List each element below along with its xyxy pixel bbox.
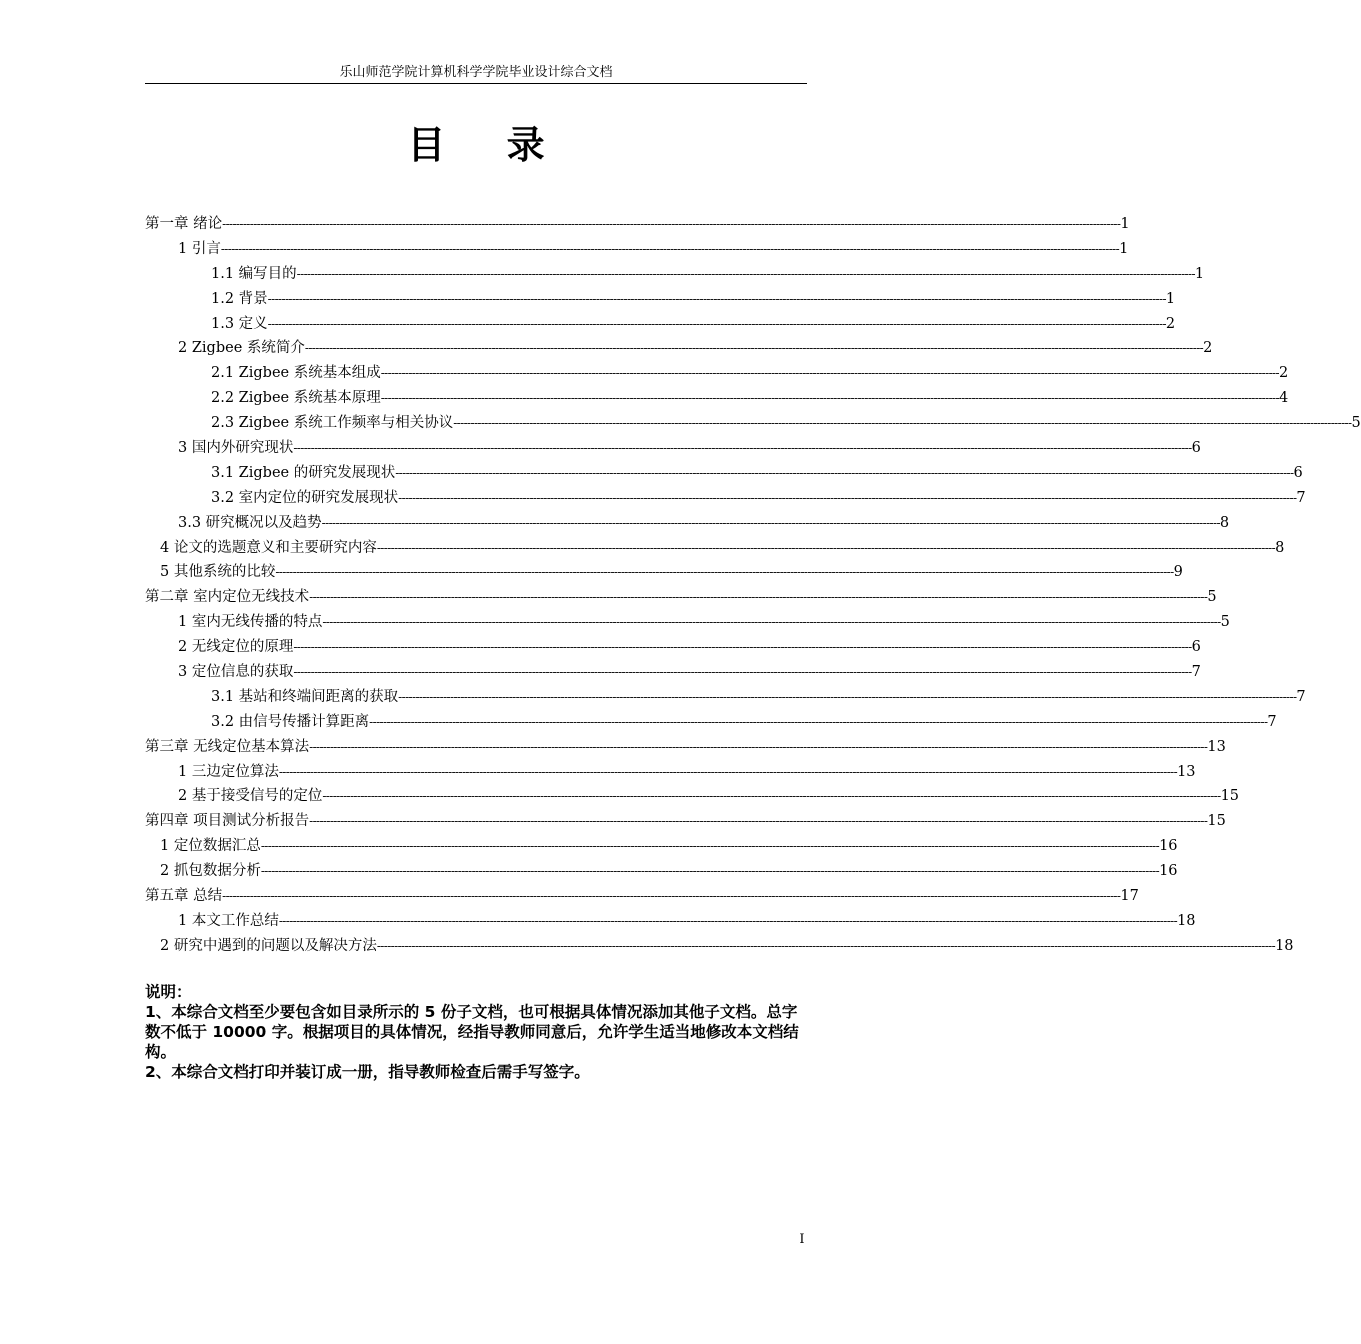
toc-leader-dashes: --------------------------------------------------------------------------------------------------------------------------------------------------------------------------------------------------------------------------------------------------------------------	[380, 366, 1279, 381]
toc-entry[interactable]	[145, 461, 1303, 486]
toc-entry[interactable]	[145, 934, 1294, 959]
toc-entry-label: 第五章 总结	[145, 888, 223, 905]
toc-entry[interactable]	[145, 312, 1176, 337]
toc-entry-page: 8	[1275, 539, 1285, 556]
toc-entry[interactable]	[145, 411, 1361, 436]
toc-entry-page: 17	[1120, 888, 1139, 905]
toc-entry[interactable]	[145, 610, 1230, 635]
toc-entry-label: 3 定位信息的获取	[178, 664, 294, 681]
toc-entry-label: 2 基于接受信号的定位	[178, 788, 323, 805]
toc-entry-page: 1	[1194, 265, 1205, 282]
toc-entry[interactable]	[145, 212, 1130, 237]
toc-leader-dashes: --------------------------------------------------------------------------------------------------------------------------------------------------------------------------------------------------------------------------------------------------------------------	[376, 540, 1276, 555]
toc-entry-label: 3.1 Zigbee 的研究发展现状	[211, 464, 396, 481]
toc-entry-label: 2.2 Zigbee 系统基本原理	[211, 390, 381, 407]
toc-entry-label: 1 三边定位算法	[178, 763, 279, 780]
toc-entry-page: 5	[1220, 614, 1230, 631]
notes-heading: 说明：	[145, 983, 192, 1001]
table-of-contents	[145, 212, 1361, 959]
toc-entry-page: 13	[1177, 763, 1196, 780]
toc-entry-page: 6	[1191, 639, 1201, 656]
toc-entry-page: 7	[1296, 688, 1306, 705]
toc-entry[interactable]	[145, 685, 1306, 710]
toc-entry-page: 7	[1267, 713, 1277, 730]
toc-leader-dashes: --------------------------------------------------------------------------------------------------------------------------------------------------------------------------------------------------------------------------------------------------------------------	[321, 515, 1220, 530]
toc-entry[interactable]	[145, 336, 1213, 361]
toc-leader-dashes: --------------------------------------------------------------------------------------------------------------------------------------------------------------------------------------------------------------------------------------------------------------------	[309, 739, 1208, 754]
toc-entry[interactable]	[145, 287, 1176, 312]
toc-entry-label: 2 研究中遇到的问题以及解决方法	[160, 937, 377, 954]
toc-entry-page: 1	[1119, 240, 1129, 257]
toc-entry[interactable]	[145, 386, 1289, 411]
page-title: 目 录	[407, 122, 569, 167]
toc-entry[interactable]	[145, 710, 1277, 735]
toc-leader-dashes: --------------------------------------------------------------------------------------------------------------------------------------------------------------------------------------------------------------------------------------------------------------------	[260, 864, 1160, 879]
notes-item-2: 2、本综合文档打印并装订成一册，指导教师检查后需手写签字。	[145, 1063, 590, 1081]
toc-entry-label: 2 抓包数据分析	[160, 863, 261, 880]
toc-entry-label: 3 国内外研究现状	[178, 440, 294, 457]
toc-entry-page: 4	[1278, 390, 1289, 407]
toc-entry-label: 3.2 室内定位的研究发展现状	[211, 489, 399, 506]
toc-entry-page: 6	[1191, 440, 1201, 457]
toc-leader-dashes: --------------------------------------------------------------------------------------------------------------------------------------------------------------------------------------------------------------------------------------------------------------------	[322, 615, 1221, 630]
toc-leader-dashes: --------------------------------------------------------------------------------------------------------------------------------------------------------------------------------------------------------------------------------------------------------------------	[222, 889, 1121, 904]
toc-entry[interactable]	[145, 884, 1139, 909]
toc-entry[interactable]	[145, 511, 1230, 536]
toc-entry-page: 1	[1120, 216, 1130, 232]
toc-entry-page: 18	[1275, 937, 1294, 954]
toc-entry-page: 13	[1207, 738, 1226, 755]
toc-leader-dashes: --------------------------------------------------------------------------------------------------------------------------------------------------------------------------------------------------------------------------------------------------------------------	[267, 316, 1166, 331]
notes-item-1: 1、本综合文档至少要包含如目录所示的 5 份子文档，也可根据具体情况添加其他子文档。总字数不低于 10000 字。根据项目的具体情况，经指导教师同意后，允许学生适当地修改本文档结构。	[145, 1003, 799, 1061]
toc-entry-label: 2.1 Zigbee 系统基本组成	[211, 365, 381, 382]
toc-entry-label: 1.2 背景	[211, 290, 268, 307]
toc-entry-page: 18	[1177, 912, 1196, 929]
toc-entry[interactable]	[145, 909, 1196, 934]
toc-entry-label: 5 其他系统的比较	[160, 564, 276, 581]
toc-leader-dashes: --------------------------------------------------------------------------------------------------------------------------------------------------------------------------------------------------------------------------------------------------------------------	[398, 490, 1297, 505]
toc-leader-dashes: --------------------------------------------------------------------------------------------------------------------------------------------------------------------------------------------------------------------------------------------------------------------	[293, 640, 1192, 655]
toc-entry[interactable]	[145, 361, 1289, 386]
toc-entry-page: 2	[1278, 365, 1289, 382]
toc-leader-dashes: --------------------------------------------------------------------------------------------------------------------------------------------------------------------------------------------------------------------------------------------------------------------	[260, 839, 1160, 854]
toc-entry[interactable]	[145, 760, 1196, 785]
toc-entry[interactable]	[145, 585, 1217, 610]
toc-entry[interactable]	[145, 660, 1201, 685]
notes	[145, 982, 809, 1082]
toc-entry-label: 2 Zigbee 系统简介	[178, 340, 305, 357]
toc-entry-page: 7	[1191, 664, 1201, 681]
toc-entry[interactable]	[145, 834, 1178, 859]
toc-entry-label: 1 定位数据汇总	[160, 838, 261, 855]
toc-entry-label: 第一章 绪论	[145, 216, 223, 232]
toc-entry-label: 3.3 研究概况以及趋势	[178, 514, 322, 531]
toc-entry-page: 16	[1159, 838, 1178, 855]
toc-leader-dashes: --------------------------------------------------------------------------------------------------------------------------------------------------------------------------------------------------------------------------------------------------------------------	[304, 341, 1204, 356]
running-header: 乐山师范学院计算机科学学院毕业设计综合文档	[339, 65, 613, 80]
toc-entry[interactable]	[145, 436, 1201, 461]
toc-entry-page: 5	[1207, 589, 1217, 606]
toc-leader-dashes: --------------------------------------------------------------------------------------------------------------------------------------------------------------------------------------------------------------------------------------------------------------------	[376, 938, 1276, 953]
toc-entry-page: 15	[1207, 813, 1226, 830]
toc-leader-dashes: --------------------------------------------------------------------------------------------------------------------------------------------------------------------------------------------------------------------------------------------------------------------	[296, 266, 1195, 281]
toc-entry[interactable]	[145, 735, 1226, 760]
toc-entry[interactable]	[145, 560, 1183, 585]
toc-entry-label: 第四章 项目测试分析报告	[145, 813, 310, 830]
toc-entry-page: 1	[1165, 290, 1176, 307]
toc-leader-dashes: --------------------------------------------------------------------------------------------------------------------------------------------------------------------------------------------------------------------------------------------------------------------	[220, 241, 1120, 256]
toc-entry-page: 7	[1296, 489, 1306, 506]
toc-entry-label: 1.3 定义	[211, 315, 268, 332]
toc-entry-label: 1 引言	[178, 240, 221, 257]
toc-leader-dashes: --------------------------------------------------------------------------------------------------------------------------------------------------------------------------------------------------------------------------------------------------------------------	[369, 714, 1268, 729]
toc-entry-label: 4 论文的选题意义和主要研究内容	[160, 539, 377, 556]
toc-leader-dashes: --------------------------------------------------------------------------------------------------------------------------------------------------------------------------------------------------------------------------------------------------------------------	[222, 217, 1121, 231]
toc-leader-dashes: --------------------------------------------------------------------------------------------------------------------------------------------------------------------------------------------------------------------------------------------------------------------	[278, 913, 1178, 928]
toc-leader-dashes: --------------------------------------------------------------------------------------------------------------------------------------------------------------------------------------------------------------------------------------------------------------------	[395, 465, 1294, 480]
toc-entry-label: 第三章 无线定位基本算法	[145, 738, 310, 755]
toc-entry-page: 5	[1351, 415, 1361, 432]
toc-entry-page: 15	[1220, 788, 1240, 805]
toc-leader-dashes: --------------------------------------------------------------------------------------------------------------------------------------------------------------------------------------------------------------------------------------------------------------------	[398, 689, 1297, 704]
toc-leader-dashes: --------------------------------------------------------------------------------------------------------------------------------------------------------------------------------------------------------------------------------------------------------------------	[309, 590, 1208, 605]
toc-entry-label: 1.1 编写目的	[211, 265, 297, 282]
toc-entry-page: 9	[1173, 564, 1183, 581]
toc-entry[interactable]	[145, 536, 1285, 561]
toc-leader-dashes: --------------------------------------------------------------------------------------------------------------------------------------------------------------------------------------------------------------------------------------------------------------------	[322, 789, 1221, 804]
toc-leader-dashes: --------------------------------------------------------------------------------------------------------------------------------------------------------------------------------------------------------------------------------------------------------------------	[278, 764, 1178, 779]
toc-entry-page: 6	[1293, 464, 1303, 481]
header-rule	[145, 83, 807, 84]
toc-leader-dashes: --------------------------------------------------------------------------------------------------------------------------------------------------------------------------------------------------------------------------------------------------------------------	[293, 665, 1192, 680]
toc-entry-label: 2 无线定位的原理	[178, 639, 294, 656]
toc-entry-label: 3.1 基站和终端间距离的获取	[211, 688, 399, 705]
toc-entry-page: 2	[1165, 315, 1176, 332]
toc-leader-dashes: --------------------------------------------------------------------------------------------------------------------------------------------------------------------------------------------------------------------------------------------------------------------	[275, 565, 1174, 580]
toc-entry-label: 3.2 由信号传播计算距离	[211, 713, 370, 730]
toc-leader-dashes: --------------------------------------------------------------------------------------------------------------------------------------------------------------------------------------------------------------------------------------------------------------------	[267, 291, 1166, 306]
toc-leader-dashes: --------------------------------------------------------------------------------------------------------------------------------------------------------------------------------------------------------------------------------------------------------------------	[380, 391, 1279, 406]
toc-entry[interactable]	[145, 859, 1178, 884]
toc-entry[interactable]	[145, 784, 1240, 809]
toc-entry[interactable]	[145, 237, 1129, 262]
toc-leader-dashes: --------------------------------------------------------------------------------------------------------------------------------------------------------------------------------------------------------------------------------------------------------------------	[293, 441, 1192, 456]
toc-entry-page: 8	[1219, 514, 1230, 531]
toc-entry[interactable]	[145, 635, 1201, 660]
toc-entry[interactable]	[145, 809, 1226, 834]
toc-leader-dashes: --------------------------------------------------------------------------------------------------------------------------------------------------------------------------------------------------------------------------------------------------------------------	[453, 416, 1352, 431]
toc-entry[interactable]	[145, 262, 1205, 287]
toc-entry-label: 第二章 室内定位无线技术	[145, 589, 310, 606]
toc-entry-page: 2	[1203, 340, 1213, 357]
page-number: I	[799, 1232, 805, 1247]
toc-entry[interactable]	[145, 486, 1306, 511]
toc-leader-dashes: --------------------------------------------------------------------------------------------------------------------------------------------------------------------------------------------------------------------------------------------------------------------	[309, 814, 1208, 829]
toc-entry-label: 2.3 Zigbee 系统工作频率与相关协议	[211, 415, 454, 432]
toc-entry-label: 1 室内无线传播的特点	[178, 614, 323, 631]
toc-entry-label: 1 本文工作总结	[178, 912, 279, 929]
toc-entry-page: 16	[1159, 863, 1178, 880]
